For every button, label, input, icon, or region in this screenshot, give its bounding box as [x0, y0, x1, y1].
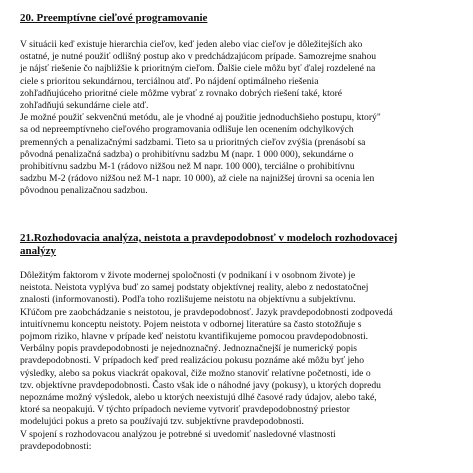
section-21-heading-continuation: analýzy [20, 245, 57, 257]
paragraph-line: modelujúci pokus a preto sa používajú tzv. subjektívne pravdepodobnosti. [20, 416, 304, 428]
paragraph-line: intuitívnemu konceptu neistoty. Pojem neistota v odbornej literatúre sa často stotožňuje s [20, 318, 362, 330]
paragraph-line: je nájsť riešenie čo najbližšie k prioritným cieľom. Ďalšie ciele môžu byť ďalej rozdelené na [20, 63, 376, 75]
section-20-paragraph [20, 39, 468, 198]
paragraph-line: zohľadňujúceho prioritné ciele môžme vybrať z rovnako dobrých riešení také, ktoré [20, 87, 343, 99]
paragraph-line: sadzbu M-2 (rádovo nižšou než M-1 napr. 10 000), až ciele na najnižšej úrovni sa ocenia len [20, 173, 375, 185]
paragraph-line: pojmom riziko, hlavne v prípade keď neistotu kvantifikujeme pomocou pravdepodobnosti. [20, 331, 369, 343]
section-20-heading: 20. Preemptívne cieľové programovanie [20, 12, 208, 24]
paragraph-line: premenných a penalizačnými sadzbami. Tieto sa u prioritných cieľov zvýšia (prenásobí sa [20, 136, 366, 148]
paragraph-line: Kľúčom pre zaobchádzanie s neistotou, je pravdepodobnosť. Jazyk pravdepodobnosti zodpovedá [20, 306, 393, 318]
paragraph-line: Je možné použiť sekvenčnú metódu, ale je vhodné aj použitie jednoduchšieho postupu, ktorý" [20, 112, 381, 124]
paragraph-line: pôvodnou penalizačnou sadzbou. [20, 185, 148, 197]
paragraph-line: V spojení s rozhodovacou analýzou je potrebné si uvedomiť nasledovné vlastnosti [20, 428, 336, 440]
paragraph-line: zohľadňujú sekundárne ciele atď. [20, 100, 149, 112]
paragraph-line: ciele s prioritou sekundárnou, terciálnou atď. Po nájdení optimálneho riešenia [20, 75, 319, 87]
paragraph-line: neistota. Neistota vyplýva buď zo samej podstaty objektívnej reality, alebo z nedostatočnej [20, 282, 369, 294]
section-21-paragraph [20, 270, 468, 453]
paragraph-line: pravdepodobnosti. V prípadoch keď pred realizáciou pokusu poznáme aké môžu byť jeho [20, 355, 365, 367]
paragraph-line: výsledky, alebo sa pokus viackrát opakoval, čiže možno stanoviť relatívne početnosti, ide o [20, 367, 371, 379]
paragraph-line: sa od nepreemptívneho cieľového programovania odlišuje len ocenením odchylkových [20, 124, 354, 136]
paragraph-line: pôvodná penalizačná sadzba) o prohibitívnu sadzbu M (napr. 1 000 000), sekundárne o [20, 148, 354, 160]
section-21-heading: 21.Rozhodovacia analýza, neistota a pravdepodobnosť v modeloch rozhodovacej [20, 232, 398, 244]
paragraph-line: prohibitívnu sadzbu M-1 (rádovo nižšou než M napr. 100 000), terciálne o prohibitívnu [20, 161, 355, 173]
paragraph-line: ktoré sa neopakujú. V týchto prípadoch nevieme vytvoriť pravdepodobnostný priestor [20, 404, 350, 416]
paragraph-line: pravdepodobnosti: [20, 440, 92, 452]
paragraph-line: Dôležitým faktorom v živote modernej spoločnosti (v podnikaní i v osobnom živote) je [20, 270, 356, 281]
paragraph-line: V situácii keď existuje hierarchia cieľov, keď jeden alebo viac cieľov je dôležitejších ako [20, 39, 363, 50]
paragraph-line: ostatné, je nutné použiť odlišný postup ako v predchádzajúcom prípade. Samozrejme snahou [20, 51, 377, 63]
paragraph-line: znalosti (informovanosti). Podľa toho rozlišujeme neistotu na objektívnu a subjektívnu. [20, 294, 356, 306]
paragraph-line: tzv. objektívne pravdepodobnosti. Často však ide o náhodné javy (pokusy), u ktorých dopredu [20, 379, 381, 391]
paragraph-line: Verbálny popis pravdepodobnosti je nejednoznačný. Jednoznačnejší je numerický popis [20, 343, 358, 355]
paragraph-line: nepoznáme možný výsledok, alebo u ktorých neexistujú dlhé časové rady údajov, alebo také, [20, 392, 377, 404]
